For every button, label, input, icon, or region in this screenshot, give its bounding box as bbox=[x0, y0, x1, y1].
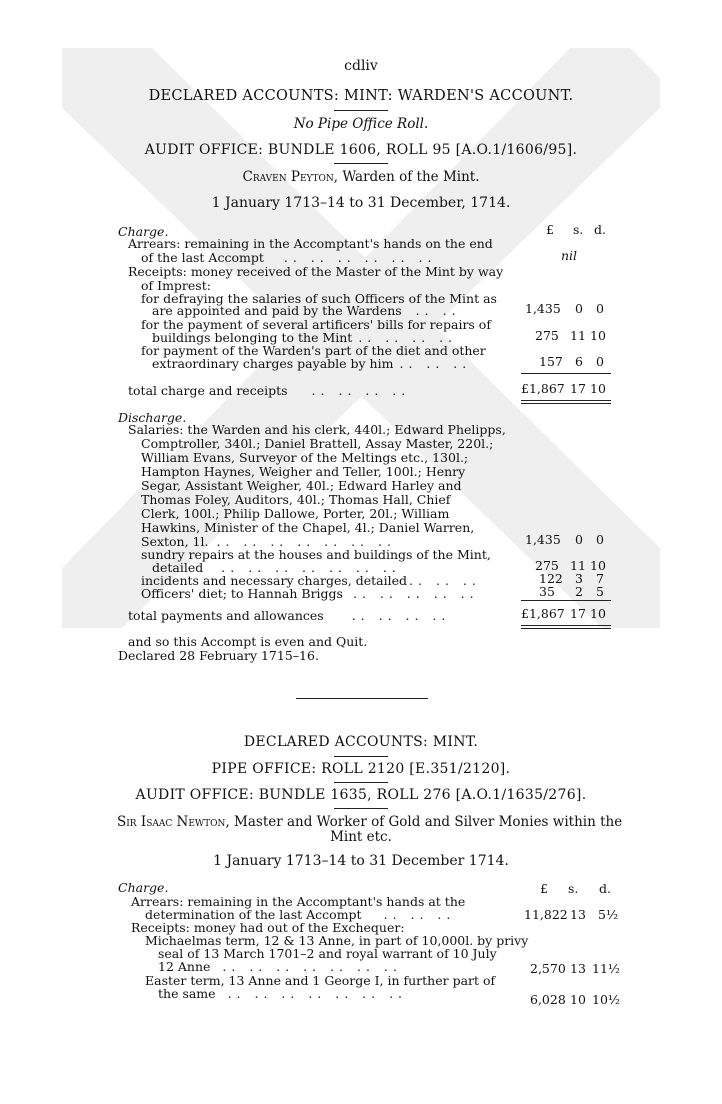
section2-officer-line1: Sir Isaac Newton, Master and Worker of Gold and Silver Monies within the bbox=[117, 814, 623, 830]
diet-pounds: 35 bbox=[539, 584, 555, 599]
item2-line1: for the payment of several artificers' bills for repairs of bbox=[141, 317, 491, 332]
officer-name: Craven Peyton bbox=[242, 169, 334, 185]
section2-col-shillings: s. bbox=[568, 881, 579, 896]
closing-line: and so this Accompt is even and Quit. bbox=[128, 634, 368, 649]
easter-line2: the same .. .. .. .. .. .. .. bbox=[158, 986, 408, 1001]
item1-line1: for defraying the salaries of such Officers of the Mint as bbox=[141, 291, 497, 306]
discharge-label: Discharge. bbox=[118, 410, 187, 425]
item3-pence: 0 bbox=[596, 354, 604, 369]
michaelmas-line2: seal of 13 March 1701–2 and royal warrant of 10 July bbox=[158, 946, 497, 961]
repairs-pence: 10 bbox=[590, 558, 606, 573]
salaries-shillings: 0 bbox=[575, 532, 583, 547]
michaelmas-pence: 11½ bbox=[592, 961, 621, 976]
col-pence: d. bbox=[594, 222, 606, 237]
total-payments-shillings: 17 bbox=[570, 606, 586, 621]
arrears-value: nil bbox=[561, 248, 578, 263]
repairs-line1: sundry repairs at the houses and buildings of the Mint, bbox=[141, 547, 491, 562]
section2-col-pounds: £ bbox=[540, 881, 548, 896]
incidents-pence: 7 bbox=[596, 571, 604, 586]
total-rule-1 bbox=[521, 400, 611, 401]
total-rule-2 bbox=[521, 403, 611, 404]
item3-line2: extraordinary charges payable by him .. .. .. bbox=[152, 356, 472, 371]
declared-line: Declared 28 February 1715–16. bbox=[118, 648, 319, 663]
section2-heading-rule bbox=[334, 756, 388, 757]
item3-pounds: 157 bbox=[539, 354, 563, 369]
section2-arrears-line1: Arrears: remaining in the Accomptant's hands at the bbox=[131, 894, 466, 909]
pipe-rule bbox=[334, 782, 388, 783]
item2-pence: 10 bbox=[590, 328, 606, 343]
section2-arrears-pounds: 11,822 bbox=[524, 907, 568, 922]
heading-rule bbox=[334, 110, 388, 111]
salaries-line7: Clerk, 100l.; Philip Dallowe, Porter, 20l.; William bbox=[141, 506, 450, 521]
salaries-line8: Hawkins, Minister of the Chapel, 4l.; Daniel Warren, bbox=[141, 520, 475, 535]
audit-office-line: AUDIT OFFICE: BUNDLE 1606, ROLL 95 [A.O.1/1606/95]. bbox=[144, 142, 578, 158]
diet-line: Officers' diet; to Hannah Briggs .. .. .. .. .. bbox=[141, 586, 479, 601]
item2-shillings: 11 bbox=[570, 328, 586, 343]
item1-pence: 0 bbox=[596, 301, 604, 316]
section2-arrears-shillings: 13 bbox=[570, 907, 586, 922]
section2-charge-label: Charge. bbox=[118, 880, 169, 895]
section-divider bbox=[296, 698, 428, 699]
salaries-pence: 0 bbox=[596, 532, 604, 547]
receipts-line2: of Imprest: bbox=[141, 278, 211, 293]
charge-label: Charge. bbox=[118, 224, 169, 239]
section2-audit-rule bbox=[334, 808, 388, 809]
section2-period: 1 January 1713–14 to 31 December 1714. bbox=[213, 853, 509, 869]
payments-rule-1 bbox=[521, 625, 611, 626]
pipe-office-line: PIPE OFFICE: ROLL 2120 [E.351/2120]. bbox=[211, 761, 511, 777]
item1-shillings: 0 bbox=[575, 301, 583, 316]
easter-pence: 10½ bbox=[592, 992, 621, 1007]
no-pipe-roll: No Pipe Office Roll. bbox=[293, 116, 429, 132]
easter-line1: Easter term, 13 Anne and 1 George I, in further part of bbox=[145, 973, 496, 988]
salaries-line9: Sexton, 1l. .. .. .. .. .. .. .. bbox=[141, 534, 396, 549]
audit-rule bbox=[334, 163, 388, 164]
section1-heading: DECLARED ACCOUNTS: MINT: WARDEN'S ACCOUNT. bbox=[148, 88, 574, 104]
item1-line2: are appointed and paid by the Wardens .. .. bbox=[152, 303, 461, 318]
total-payments-pence: 10 bbox=[590, 606, 606, 621]
section2-receipts-line: Receipts: money had out of the Exchequer: bbox=[131, 920, 405, 935]
item1-pounds: 1,435 bbox=[525, 301, 561, 316]
salaries-line3: William Evans, Surveyor of the Meltings etc., 130l.; bbox=[141, 450, 469, 465]
repairs-shillings: 11 bbox=[570, 558, 586, 573]
section2-audit-line: AUDIT OFFICE: BUNDLE 1635, ROLL 276 [A.O.1/1635/276]. bbox=[135, 787, 587, 803]
easter-pounds: 6,028 bbox=[530, 992, 566, 1007]
payments-subtotal-rule bbox=[521, 600, 611, 601]
item3-shillings: 6 bbox=[575, 354, 583, 369]
section2-officer-name: Sir Isaac Newton bbox=[117, 814, 226, 830]
col-pounds: £ bbox=[546, 222, 554, 237]
total-payments-pounds: £1,867 bbox=[521, 606, 565, 621]
incidents-line: incidents and necessary charges, detailed .. .. .. bbox=[141, 573, 481, 588]
total-payments-label: total payments and allowances .. .. .. .. bbox=[128, 608, 451, 623]
michaelmas-pounds: 2,570 bbox=[530, 961, 566, 976]
diet-pence: 5 bbox=[596, 584, 604, 599]
diet-shillings: 2 bbox=[575, 584, 583, 599]
total-charge-label: total charge and receipts .. .. .. .. bbox=[128, 383, 411, 398]
total-charge-shillings: 17 bbox=[570, 381, 586, 396]
total-charge-pence: 10 bbox=[590, 381, 606, 396]
officer-line bbox=[0, 169, 722, 185]
item3-line1: for payment of the Warden's part of the diet and other bbox=[141, 343, 486, 358]
section2-col-pence: d. bbox=[599, 881, 611, 896]
receipts-line1: Receipts: money received of the Master of the Mint by way bbox=[128, 264, 504, 279]
item2-line2: buildings belonging to the Mint .. .. .. .. bbox=[152, 330, 458, 345]
payments-rule-2 bbox=[521, 628, 611, 629]
salaries-pounds: 1,435 bbox=[525, 532, 561, 547]
col-shillings: s. bbox=[573, 222, 584, 237]
section2-heading: DECLARED ACCOUNTS: MINT. bbox=[243, 734, 479, 750]
salaries-line4: Hampton Haynes, Weigher and Teller, 100l.; Henry bbox=[141, 464, 466, 479]
total-charge-pounds: £1,867 bbox=[521, 381, 565, 396]
item2-pounds: 275 bbox=[535, 328, 559, 343]
salaries-line1: Salaries: the Warden and his clerk, 440l.; Edward Phelipps, bbox=[128, 422, 506, 437]
repairs-line2: detailed .. .. .. .. .. .. .. bbox=[152, 560, 401, 575]
period-line: 1 January 1713–14 to 31 December, 1714. bbox=[211, 195, 511, 211]
arrears-line1: Arrears: remaining in the Accomptant's hands on the end bbox=[128, 236, 493, 251]
salaries-line2: Comptroller, 340l.; Daniel Brattell, Assay Master, 220l.; bbox=[141, 436, 494, 451]
subtotal-rule bbox=[521, 373, 611, 374]
salaries-line6: Thomas Foley, Auditors, 40l.; Thomas Hall, Chief bbox=[141, 492, 451, 507]
page-number: cdliv bbox=[344, 58, 378, 74]
repairs-pounds: 275 bbox=[535, 558, 559, 573]
michaelmas-line1: Michaelmas term, 12 & 13 Anne, in part of 10,000l. by privy bbox=[145, 933, 529, 948]
section2-arrears-pence: 5½ bbox=[598, 907, 619, 922]
arrears-line2: of the last Accompt .. .. .. .. .. .. bbox=[141, 250, 437, 265]
easter-shillings: 10 bbox=[570, 992, 586, 1007]
section2-officer-line2: Mint etc. bbox=[330, 829, 392, 845]
michaelmas-shillings: 13 bbox=[570, 961, 586, 976]
incidents-shillings: 3 bbox=[575, 571, 583, 586]
section2-arrears-line2: determination of the last Accompt .. .. .. bbox=[145, 907, 456, 922]
michaelmas-line3: 12 Anne .. .. .. .. .. .. .. bbox=[158, 959, 402, 974]
salaries-line5: Segar, Assistant Weigher, 40l.; Edward Harley and bbox=[141, 478, 462, 493]
incidents-pounds: 122 bbox=[539, 571, 563, 586]
officer-title: , Warden of the Mint. bbox=[333, 169, 480, 185]
